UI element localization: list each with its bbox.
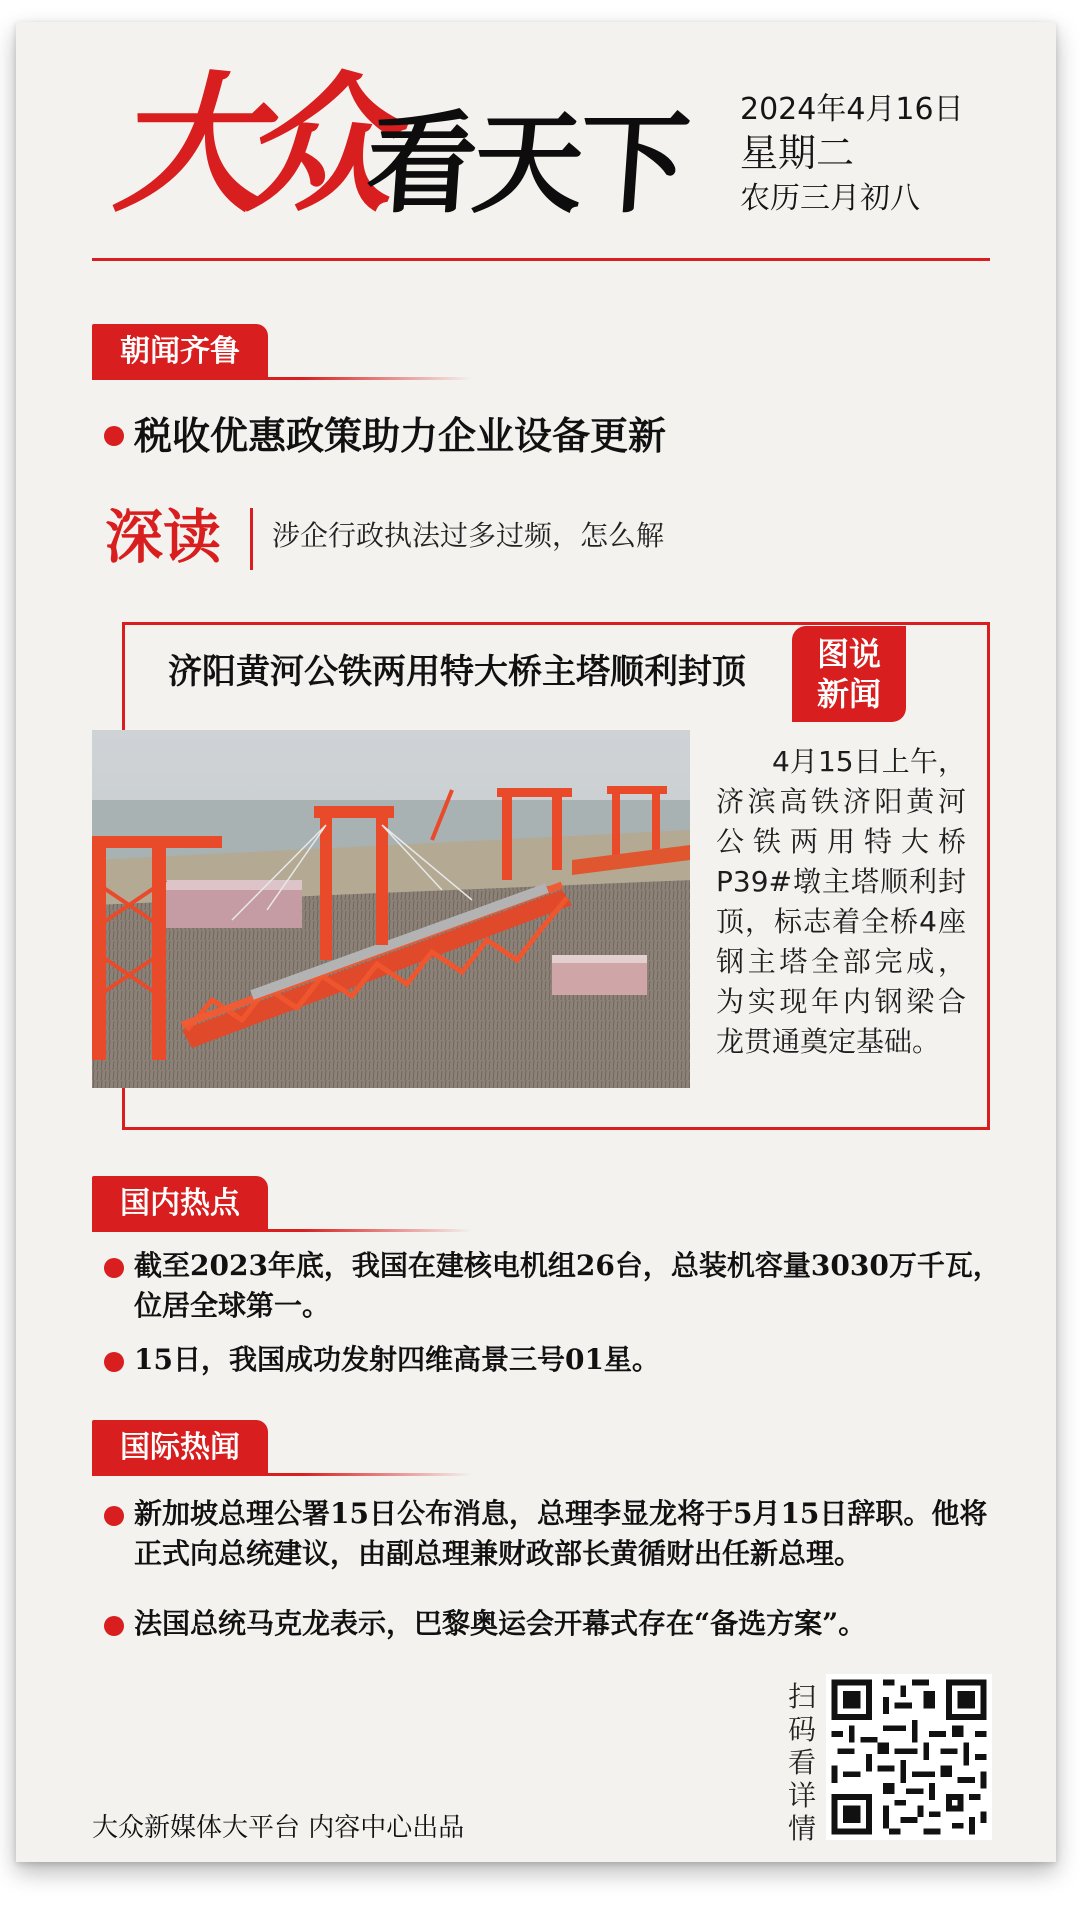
header-divider bbox=[92, 258, 990, 261]
section-underline bbox=[92, 377, 472, 380]
photo-news-title[interactable]: 济阳黄河公铁两用特大桥主塔顺利封顶 bbox=[168, 652, 746, 692]
domestic-news-item[interactable]: 截至2023年底，我国在建核电机组26台，总装机容量3030万千瓦，位居全球第一。 bbox=[134, 1249, 1001, 1322]
masthead-logo bbox=[112, 57, 732, 233]
section-tag-international: 国际热闻 bbox=[92, 1420, 268, 1476]
bullet-dot-icon bbox=[104, 426, 124, 446]
badge-line-1: 图说 bbox=[816, 635, 881, 673]
badge-line-2: 新闻 bbox=[816, 675, 881, 713]
date-text: 2024年4月16日 bbox=[740, 92, 964, 127]
bullet-dot-icon bbox=[104, 1506, 124, 1526]
section-tag-domestic: 国内热点 bbox=[92, 1176, 268, 1232]
qr-code-icon[interactable] bbox=[826, 1674, 992, 1840]
section-underline bbox=[92, 1473, 472, 1476]
bullet-dot-icon bbox=[104, 1258, 124, 1278]
bullet-dot-icon bbox=[104, 1352, 124, 1372]
section-underline bbox=[92, 1229, 472, 1232]
section-tag-zhaowen: 朝闻齐鲁 bbox=[92, 324, 268, 380]
international-news-item[interactable]: 新加坡总理公署15日公布消息，总理李显龙将于5月15日辞职。他将正式向总统建议，由副总理兼财政部长黄循财出任新总理。 bbox=[134, 1497, 988, 1570]
bullet-dot-icon bbox=[104, 1616, 124, 1636]
zhaowen-headline[interactable]: 税收优惠政策助力企业设备更新 bbox=[134, 413, 667, 458]
domestic-news-item[interactable]: 15日，我国成功发射四维高景三号01星。 bbox=[134, 1343, 660, 1376]
deep-read-label: 深读 bbox=[105, 503, 222, 571]
bridge-construction-photo bbox=[92, 730, 690, 1088]
date-block bbox=[740, 92, 964, 220]
photo-news-badge bbox=[792, 626, 906, 722]
deep-read-headline[interactable]: 涉企行政执法过多过频，怎么解 bbox=[272, 519, 665, 552]
weekday-text: 星期二 bbox=[740, 131, 855, 175]
lunar-date-text: 农历三月初八 bbox=[740, 181, 920, 216]
masthead-red-text: 大众 bbox=[112, 57, 373, 233]
masthead-black-text: 看天下 bbox=[362, 100, 690, 228]
scan-for-details-label: 扫码看详情 bbox=[787, 1680, 816, 1845]
international-news-item[interactable]: 法国总统马克龙表示，巴黎奥运会开幕式存在“备选方案”。 bbox=[134, 1607, 867, 1640]
footer-credit: 大众新媒体大平台 内容中心出品 bbox=[92, 1813, 465, 1843]
photo-news-caption: 4月15日上午，济滨高铁济阳黄河公铁两用特大桥P39#墩主塔顺利封顶，标志着全桥4座钢主塔全部完成，为实现年内钢梁合龙贯通奠定基础。 bbox=[716, 745, 966, 1058]
deep-read-divider bbox=[250, 508, 253, 570]
